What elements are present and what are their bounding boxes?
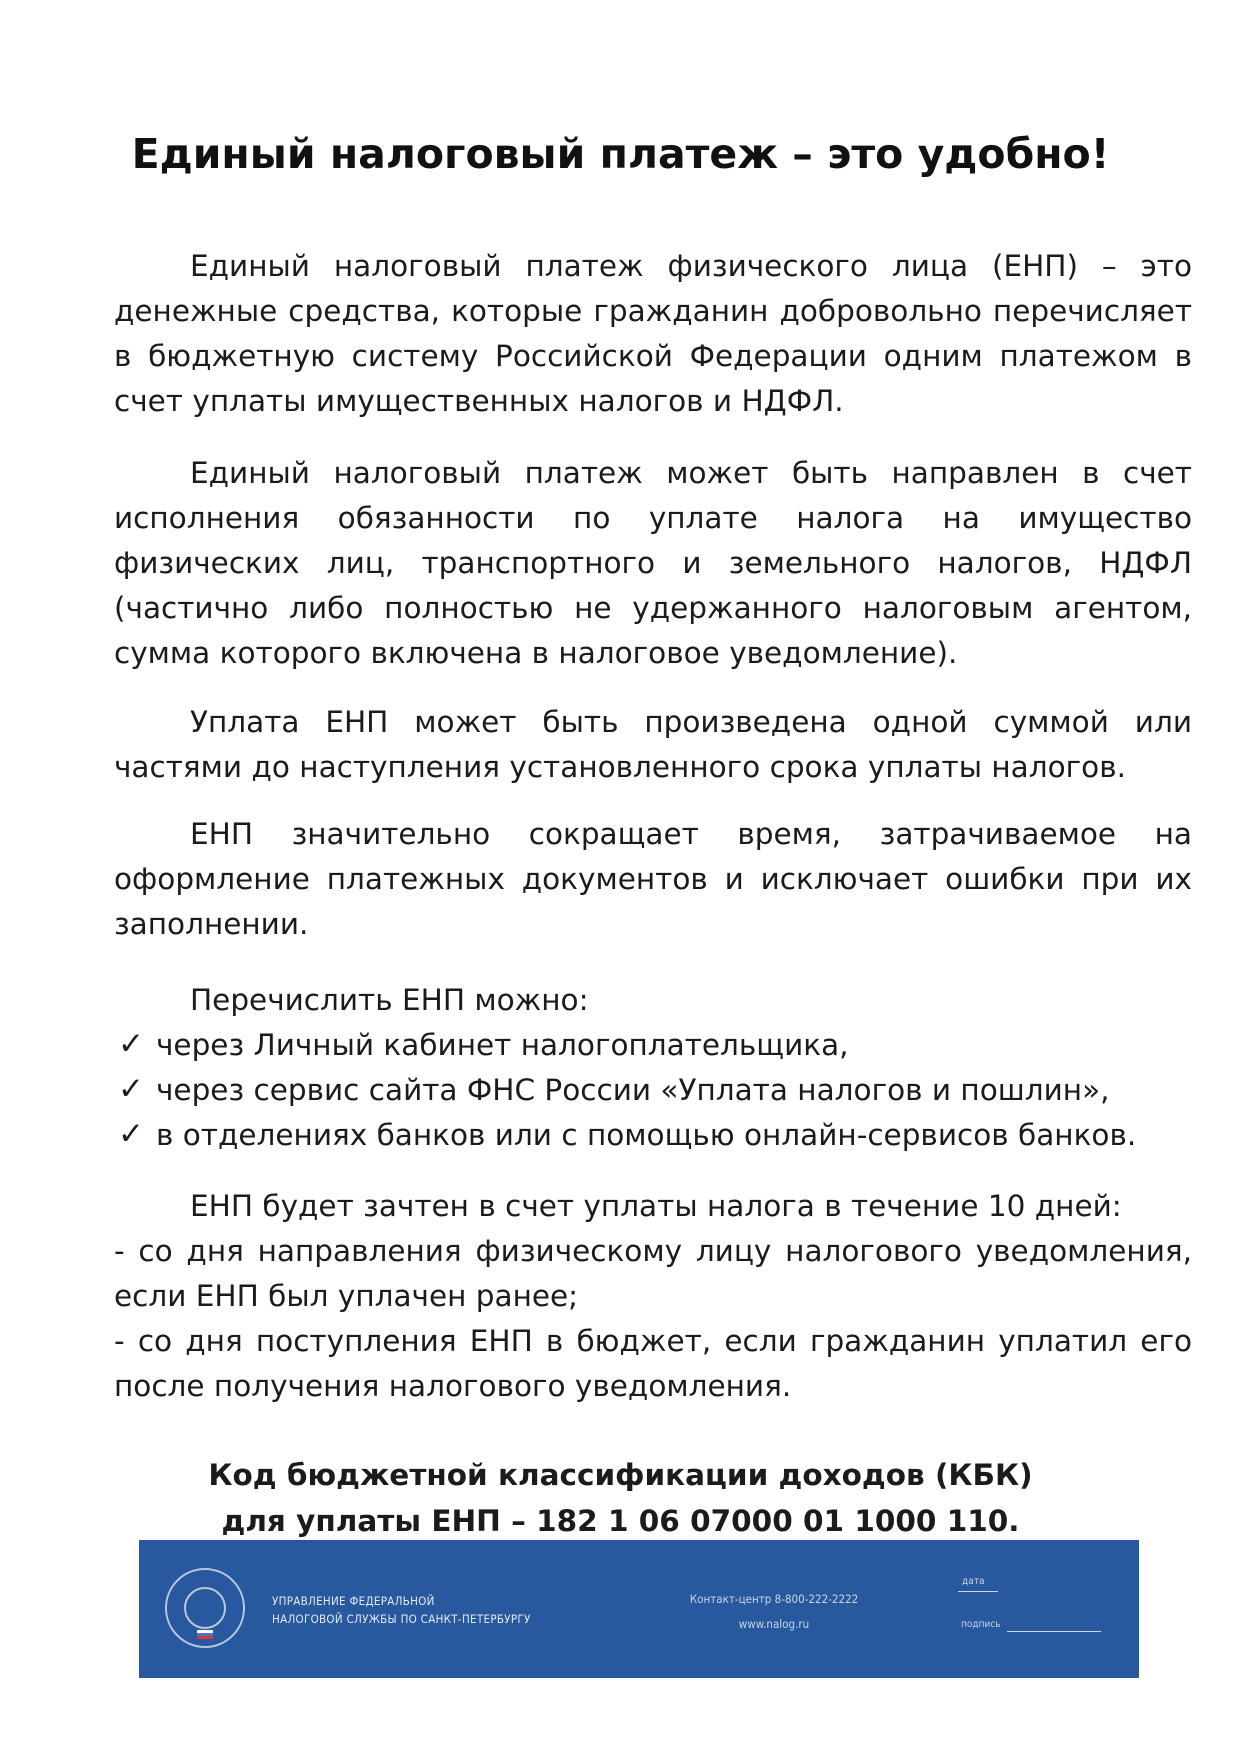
date-line — [958, 1591, 998, 1592]
paragraph-enp-purpose — [114, 451, 1192, 676]
list-item-text: через сервис сайта ФНС России «Уплата налогов и пошлин», — [156, 1073, 1110, 1107]
payment-methods-intro: Перечислить ЕНП можно: — [190, 983, 589, 1017]
organization-name — [272, 1592, 531, 1628]
list-item-text: в отделениях банков или с помощью онлайн-сервисов банков. — [156, 1118, 1137, 1152]
fns-emblem-icon — [165, 1568, 245, 1648]
check-icon: ✓ — [118, 1071, 144, 1107]
list-item-text: через Личный кабинет налогоплательщика, — [156, 1028, 849, 1062]
offset-terms-intro: ЕНП будет зачтен в счет уплаты налога в течение 10 дней: — [190, 1189, 1122, 1223]
list-item — [114, 1113, 1192, 1158]
website: www.nalog.ru — [738, 1617, 810, 1631]
contact-info — [654, 1587, 894, 1637]
list-item — [114, 1068, 1192, 1113]
kbk-line-1: Код бюджетной классификации доходов (КБК) — [208, 1458, 1033, 1492]
contact-center: Контакт-центр 8-800-222-2222 — [689, 1592, 859, 1606]
signature-line — [1007, 1631, 1101, 1632]
paragraph-enp-benefits — [114, 812, 1192, 947]
list-item: - со дня поступления ЕНП в бюджет, если гражданин уплатил его после получения налогового уведомления. — [114, 1324, 1192, 1403]
signature-label: подпись — [961, 1619, 1001, 1630]
paragraph-text: Единый налоговый платеж физического лица (ЕНП) – это денежные средства, которые гражданин добровольно перечисляет в бюджетную систему Российской Федерации одним платежом в счет уплаты имущественных налогов и НДФЛ. — [114, 249, 1192, 418]
date-label: дата — [962, 1576, 985, 1587]
paragraph-text: Единый налоговый платеж может быть направлен в счет исполнения обязанности по уплате налога на имущество физических лиц, транспортного и земельного налогов, НДФЛ (частично либо полностью не удержанного налоговым агентом, сумма которого включена в налоговое уведомление). — [114, 456, 1192, 670]
page-title: Единый налоговый платеж – это удобно! — [131, 130, 1110, 178]
paragraph-enp-payment — [114, 700, 1192, 790]
footer-banner — [139, 1540, 1139, 1678]
payment-methods — [114, 978, 1192, 1158]
paragraph-text: Уплата ЕНП может быть произведена одной суммой или частями до наступления установленного срока уплаты налогов. — [114, 705, 1192, 784]
list-item: - со дня направления физическому лицу налогового уведомления, если ЕНП был уплачен ранее; — [114, 1234, 1192, 1313]
paragraph-enp-definition — [114, 244, 1192, 424]
check-icon: ✓ — [118, 1116, 144, 1152]
organization-name-line-2: НАЛОГОВОЙ СЛУЖБЫ ПО САНКТ-ПЕТЕРБУРГУ — [272, 1612, 531, 1626]
check-icon: ✓ — [118, 1026, 144, 1062]
list-item — [114, 1023, 1192, 1068]
organization-name-line-1: УПРАВЛЕНИЕ ФЕДЕРАЛЬНОЙ — [272, 1594, 435, 1608]
paragraph-text: ЕНП значительно сокращает время, затрачиваемое на оформление платежных документов и исключает ошибки при их заполнении. — [114, 817, 1192, 941]
kbk-line-2: для уплаты ЕНП – 182 1 06 07000 01 1000 110. — [221, 1504, 1020, 1538]
offset-terms — [114, 1184, 1192, 1409]
kbk-block — [0, 1452, 1241, 1544]
